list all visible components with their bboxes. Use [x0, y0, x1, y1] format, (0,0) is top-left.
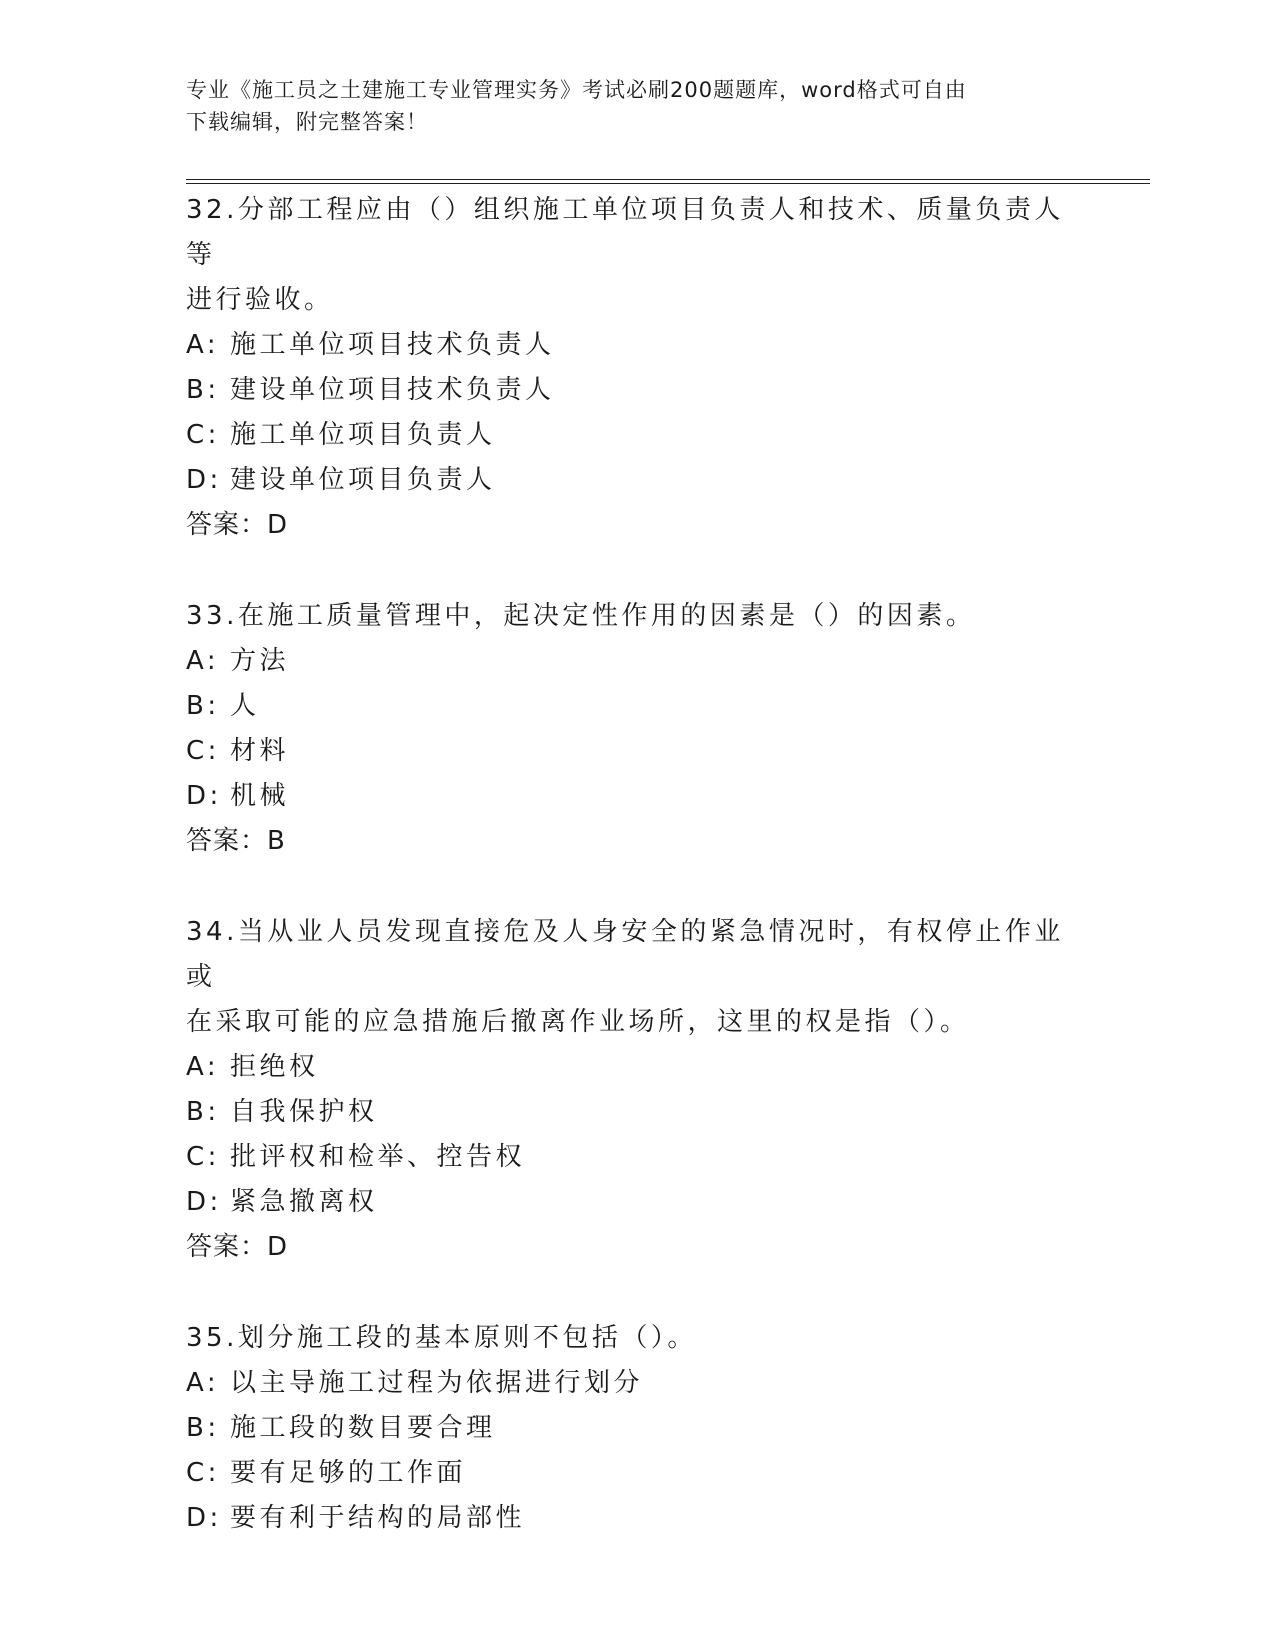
header-line-1: 专业《施工员之土建施工专业管理实务》考试必刷200题题库，word格式可自由 — [186, 78, 967, 102]
spacer — [186, 864, 1086, 910]
option-key: C: — [186, 1458, 220, 1488]
option-text: 施工单位项目负责人 — [230, 420, 496, 450]
question-stem-continued: 进行验收。 — [186, 285, 334, 315]
question-33 — [186, 594, 1086, 864]
option-b — [186, 1090, 1086, 1135]
option-key: B: — [186, 691, 220, 721]
option-key: C: — [186, 420, 220, 450]
option-b — [186, 368, 1086, 413]
option-a — [186, 323, 1086, 368]
option-text: 紧急撤离权 — [230, 1187, 378, 1217]
option-key: B: — [186, 375, 220, 405]
question-list — [186, 188, 1086, 1541]
question-34 — [186, 910, 1086, 1270]
option-key: D: — [186, 1187, 222, 1217]
question-stem-continued: 在采取可能的应急措施后撤离作业场所，这里的权是指（）。 — [186, 1007, 970, 1037]
option-a — [186, 1361, 1086, 1406]
option-text: 机械 — [230, 781, 290, 811]
option-text: 建设单位项目技术负责人 — [230, 375, 555, 405]
header-divider-top — [186, 179, 1150, 180]
option-key: C: — [186, 736, 220, 766]
option-text: 批评权和检举、控告权 — [230, 1142, 526, 1172]
header-divider-bottom — [186, 183, 1150, 184]
option-text: 要有利于结构的局部性 — [230, 1503, 526, 1533]
option-a — [186, 639, 1086, 684]
option-text: 人 — [230, 691, 260, 721]
option-key: A: — [186, 1368, 220, 1398]
option-c — [186, 1135, 1086, 1180]
option-key: C: — [186, 1142, 220, 1172]
option-key: A: — [186, 646, 220, 676]
option-text: 施工单位项目技术负责人 — [230, 330, 555, 360]
option-a — [186, 1045, 1086, 1090]
option-d — [186, 458, 1086, 503]
option-b — [186, 684, 1086, 729]
question-stem: 33.在施工质量管理中，起决定性作用的因素是（）的因素。 — [186, 601, 976, 631]
option-key: D: — [186, 1503, 222, 1533]
document-header — [186, 74, 1066, 138]
option-d — [186, 1180, 1086, 1225]
question-stem: 32.分部工程应由（）组织施工单位项目负责人和技术、质量负责人等 — [186, 195, 1064, 270]
option-key: A: — [186, 330, 220, 360]
option-c — [186, 413, 1086, 458]
option-text: 以主导施工过程为依据进行划分 — [230, 1368, 644, 1398]
answer-label: 答案：D — [186, 510, 289, 540]
option-c — [186, 729, 1086, 774]
option-key: D: — [186, 465, 222, 495]
answer-label: 答案：B — [186, 826, 286, 856]
option-text: 施工段的数目要合理 — [230, 1413, 496, 1443]
option-d — [186, 774, 1086, 819]
option-text: 建设单位项目负责人 — [230, 465, 496, 495]
spacer — [186, 548, 1086, 594]
spacer — [186, 1270, 1086, 1316]
question-stem: 34.当从业人员发现直接危及人身安全的紧急情况时，有权停止作业或 — [186, 917, 1064, 992]
answer-label: 答案：D — [186, 1232, 289, 1262]
option-key: A: — [186, 1052, 220, 1082]
option-text: 材料 — [230, 736, 290, 766]
option-c — [186, 1451, 1086, 1496]
option-key: B: — [186, 1413, 220, 1443]
option-d — [186, 1496, 1086, 1541]
option-key: B: — [186, 1097, 220, 1127]
question-32 — [186, 188, 1086, 548]
option-text: 要有足够的工作面 — [230, 1458, 467, 1488]
option-text: 自我保护权 — [230, 1097, 378, 1127]
question-stem: 35.划分施工段的基本原则不包括（）。 — [186, 1323, 697, 1353]
question-35 — [186, 1316, 1086, 1541]
header-line-2: 下载编辑，附完整答案！ — [186, 110, 428, 134]
option-text: 拒绝权 — [230, 1052, 319, 1082]
option-b — [186, 1406, 1086, 1451]
option-key: D: — [186, 781, 222, 811]
option-text: 方法 — [230, 646, 290, 676]
